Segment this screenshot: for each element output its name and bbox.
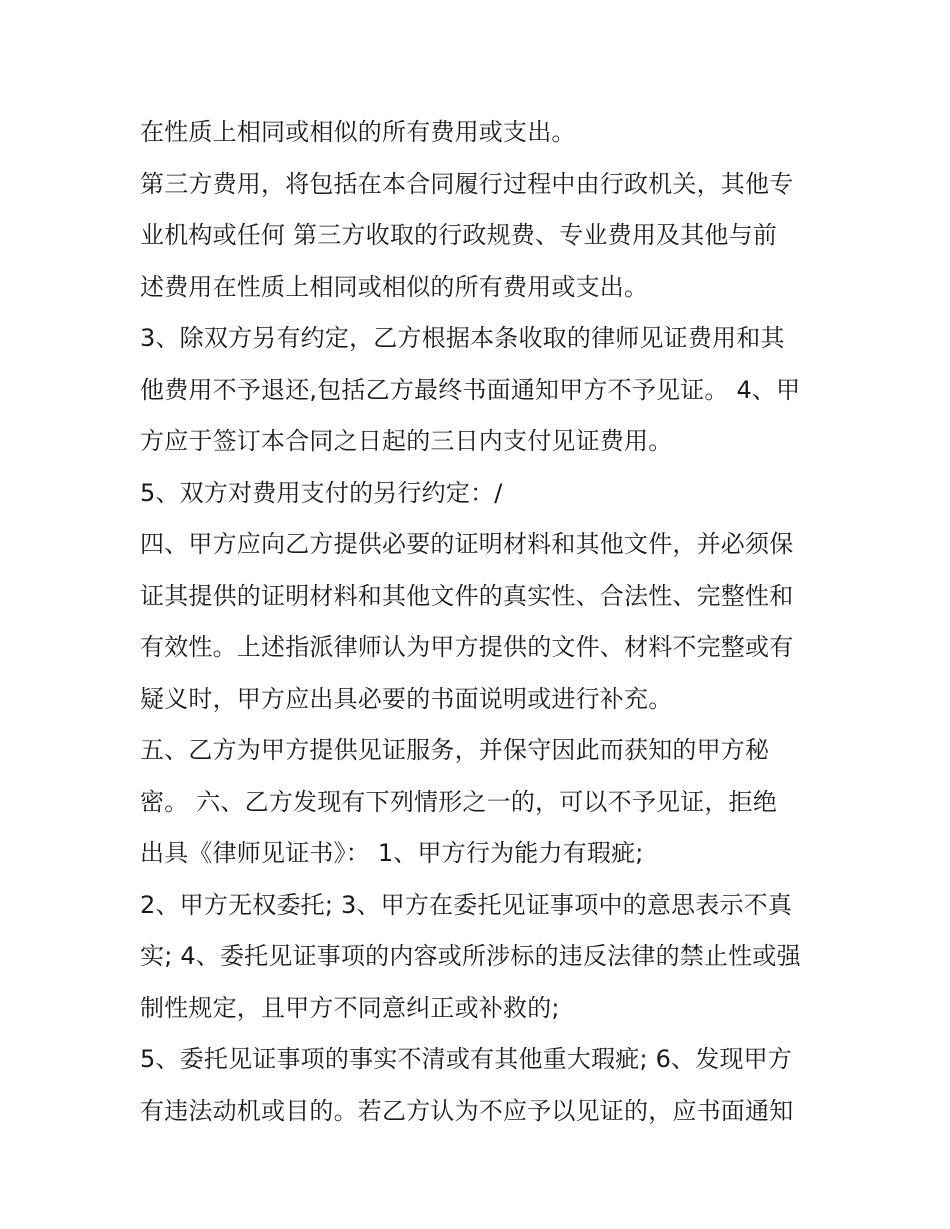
text-line: 四、甲方应向乙方提供必要的证明材料和其他文件，并必须保 [140,530,794,558]
text-line: 制性规定，且甲方不同意纠正或补救的; [140,993,560,1022]
text-line: 述费用在性质上相同或相似的所有费用或支出。 [140,272,649,301]
text-line: 5、委托见证事项的事实不清或有其他重大瑕疵; 6、发现甲方 [140,1045,793,1073]
text-line: 5、双方对费用支付的另行约定：/ [140,478,503,507]
text-line: 出具《律师见证书》： 1、甲方行为能力有瑕疵; [140,839,644,867]
text-line: 有违法动机或目的。若乙方认为不应予以见证的，应书面通知 [140,1096,794,1125]
text-line: 第三方费用，将包括在本合同履行过程中由行政机关，其他专 [140,169,794,198]
text-line: 方应于签订本合同之日起的三日内支付见证费用。 [140,427,673,455]
text-line: 证其提供的证明材料和其他文件的真实性、合法性、完整性和 [140,581,794,610]
document-body [140,107,830,1137]
text-line: 五、乙方为甲方提供见证服务，并保守因此而获知的甲方秘 [140,736,770,764]
text-line: 有效性。上述指派律师认为甲方提供的文件、材料不完整或有 [140,633,794,661]
text-line: 3、除双方另有约定，乙方根据本条收取的律师见证费用和其 [140,324,785,352]
text-line: 2、甲方无权委托; 3、甲方在委托见证事项中的意思表示不真 [140,890,793,919]
text-line: 实; 4、委托见证事项的内容或所涉标的违反法律的禁止性或强 [140,942,801,970]
text-line: 业机构或任何 第三方收取的行政规费、专业费用及其他与前 [140,221,778,249]
text-line: 密。 六、乙方发现有下列情形之一的，可以不予见证，拒绝 [140,787,778,816]
text-line: 在性质上相同或相似的所有费用或支出。 [140,118,576,146]
text-line: 疑义时，甲方应出具必要的书面说明或进行补充。 [140,684,673,713]
text-line: 他费用不予退还,包括乙方最终书面通知甲方不予见证。 4、甲 [140,375,801,404]
